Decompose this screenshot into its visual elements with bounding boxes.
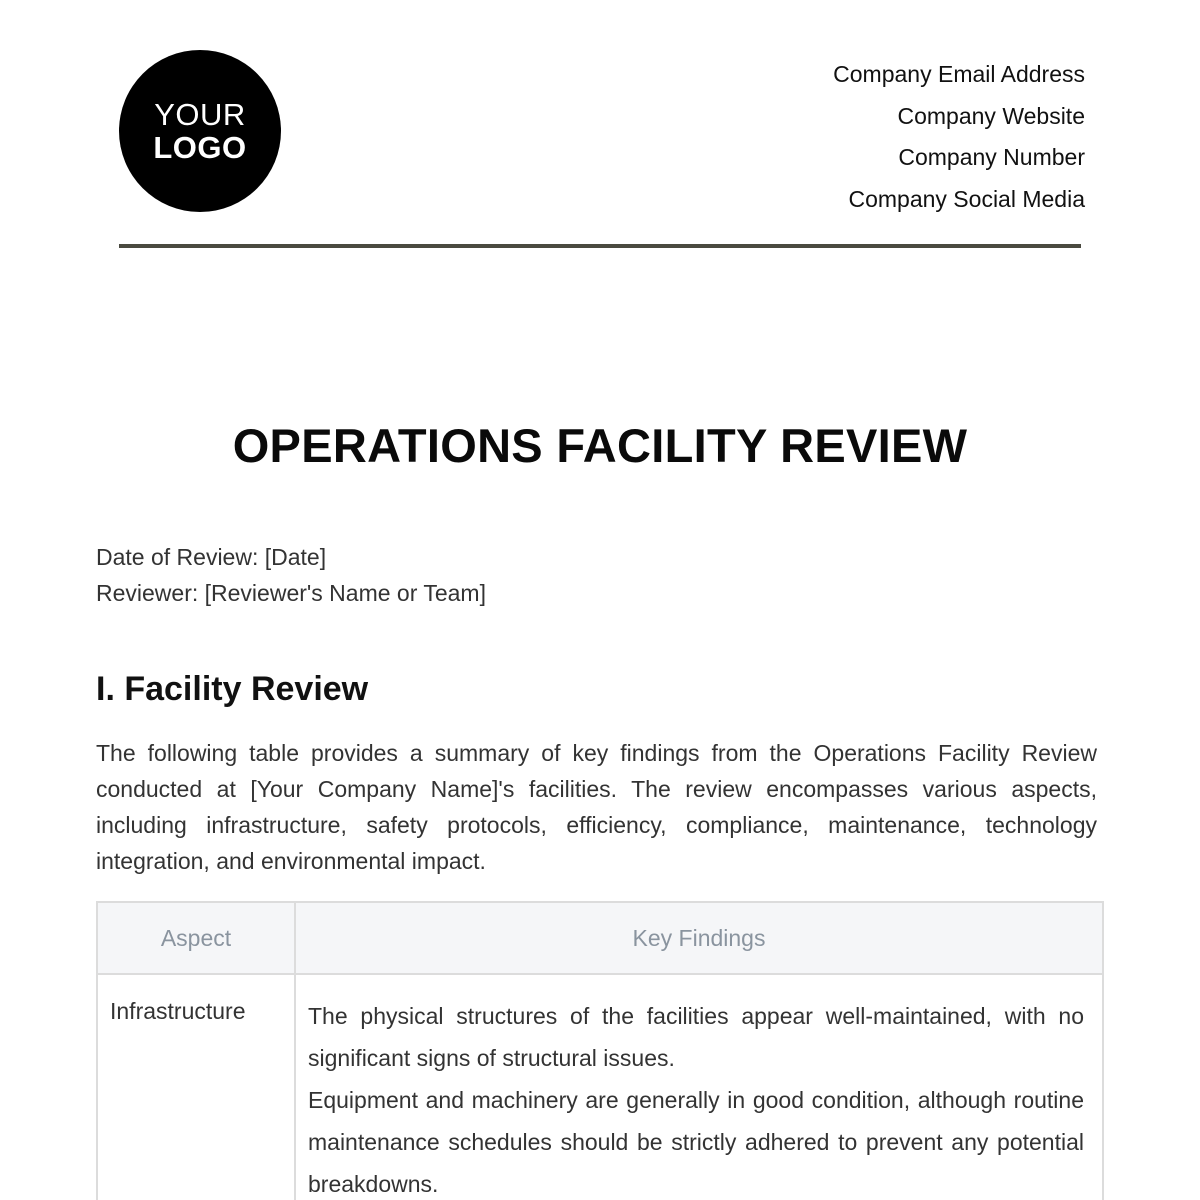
company-number: Company Number <box>898 144 1085 170</box>
findings-cell <box>295 974 1103 1200</box>
table-header-row <box>97 902 1103 974</box>
aspect-cell: Infrastructure <box>97 974 295 1200</box>
review-meta <box>96 539 486 611</box>
company-website: Company Website <box>897 102 1085 129</box>
table-row <box>97 974 1103 1200</box>
column-header-aspect: Aspect <box>97 902 295 974</box>
company-contact-block <box>833 54 1085 220</box>
logo-text-your: YOUR <box>154 97 246 132</box>
company-logo <box>119 50 281 212</box>
finding-text: The physical structures of the facilities appear well-maintained, with no significant signs of structural issues. <box>308 1003 1084 1071</box>
finding-text: Equipment and machinery are generally in good condition, although routine maintenance schedules should be strictly adhered to prevent any potential breakdowns. <box>308 1087 1084 1197</box>
findings-table <box>96 901 1104 1200</box>
company-email: Company Email Address <box>833 61 1085 87</box>
column-header-key-findings: Key Findings <box>295 902 1103 974</box>
document-title: OPERATIONS FACILITY REVIEW <box>232 419 968 472</box>
logo-text-logo: LOGO <box>153 130 247 165</box>
section-intro-paragraph: The following table provides a summary of key findings from the Operations Facility Review conducted at [Your Company Name]'s facilities. The review encompasses various aspects, including infrastructure, safety protocols, efficiency, compliance, maintenance, technology integration, and environmental impact. <box>96 740 1097 874</box>
section-heading-facility-review: I. Facility Review <box>96 670 369 708</box>
company-social-media: Company Social Media <box>848 185 1085 212</box>
header-divider <box>119 244 1081 248</box>
reviewer-name: Reviewer: [Reviewer's Name or Team] <box>96 580 486 606</box>
review-date: Date of Review: [Date] <box>96 544 327 570</box>
